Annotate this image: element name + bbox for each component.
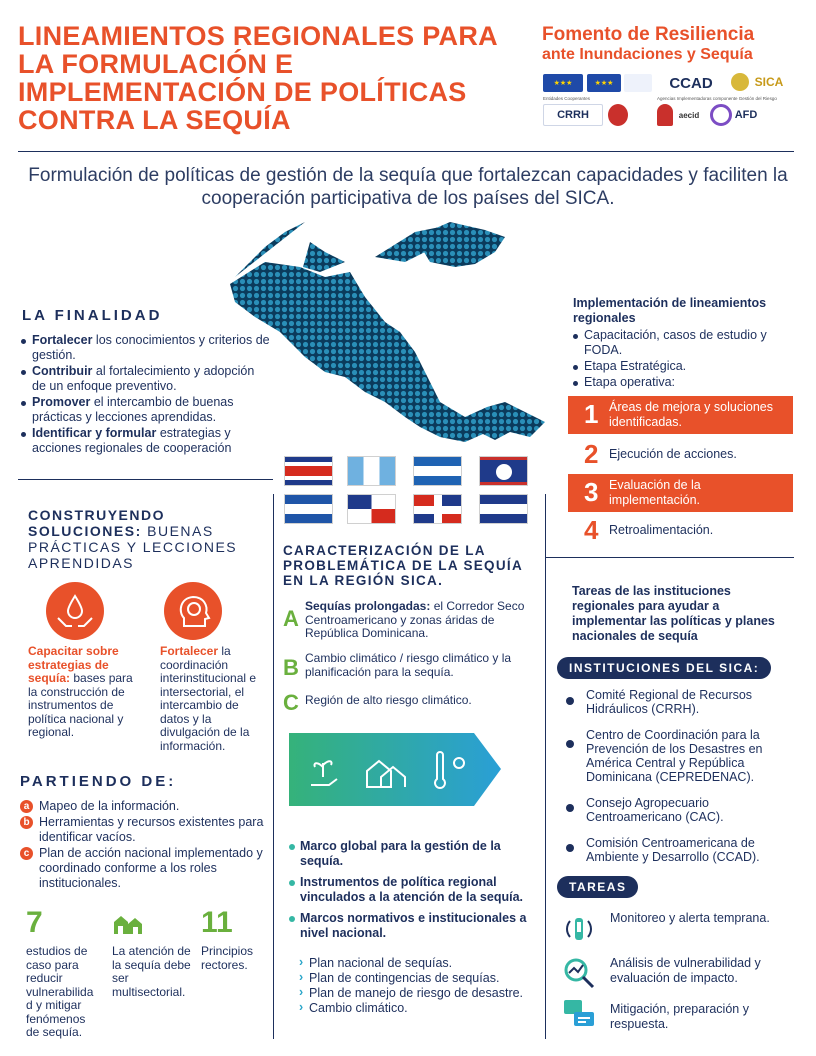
alert-signal-icon xyxy=(562,912,596,946)
flag-honduras xyxy=(284,494,333,524)
central-america-map xyxy=(225,222,555,462)
aecid-seal-logo xyxy=(657,104,673,126)
list-item: Capacitación, casos de estudio y FODA. xyxy=(572,328,792,358)
sica-seal-logo xyxy=(731,73,749,91)
implementacion-heading: Implementación de lineamientos regionales xyxy=(573,296,767,325)
institution-item: Centro de Coordinación para la Prevención de los Desastres en América Central y República Dominicana (CEPREDENAC). xyxy=(586,728,763,784)
column-divider xyxy=(545,494,546,1039)
finalidad-heading: LA FINALIDAD xyxy=(22,307,163,324)
instituciones-pill: INSTITUCIONES DEL SICA: xyxy=(557,657,771,679)
list-item: › Plan de manejo de riesgo de desastre. xyxy=(299,986,539,1001)
cepredenac-logo xyxy=(608,104,628,126)
list-item: › Plan de contingencias de sequías. xyxy=(299,971,539,986)
analysis-magnifier-icon xyxy=(562,956,596,990)
header-divider xyxy=(18,151,794,152)
cooperating-label: Entidades Cooperantes xyxy=(543,96,591,101)
flag-belize xyxy=(479,456,528,486)
capacitar-text: Capacitar sobre estrategias de sequía: bases para la construcción de instrumentos de política nacional y regional. xyxy=(28,644,133,739)
task-mitigation: Mitigación, preparación y respuesta. xyxy=(610,1002,749,1031)
community-icon xyxy=(112,910,144,941)
map-central-america xyxy=(230,262,545,442)
aecid-logo: aecid xyxy=(678,110,700,120)
bullet xyxy=(566,804,574,812)
list-item: › Plan nacional de sequías. xyxy=(299,956,539,971)
subtitle: Formulación de políticas de gestión de la sequía que fortalezcan capacidades y faciliten la cooperación participativa de los países del SICA. xyxy=(28,165,788,209)
stat-eleven-text: Principios rectores. xyxy=(201,944,254,972)
flag-el-salvador xyxy=(479,494,528,524)
flag-costa-rica xyxy=(284,456,333,486)
institution-item: Comité Regional de Recursos Hidráulicos (CRRH). xyxy=(586,688,753,716)
step-1: 1 Áreas de mejora y soluciones identificadas. xyxy=(568,396,793,434)
afd-logo: AFD xyxy=(734,109,758,121)
letter-a: A xyxy=(283,606,299,631)
chat-response-icon xyxy=(562,998,596,1032)
task-vulnerability: Análisis de vulnerabilidad y evaluación de impacto. xyxy=(610,956,761,985)
list-item: Fortalecer los conocimientos y criterios de gestión. xyxy=(20,333,270,363)
partiendo-heading: PARTIENDO DE: xyxy=(20,773,177,790)
agencies-label: Agencias Implementadoras componente Gestión del Riesgo xyxy=(657,96,777,101)
bullet xyxy=(566,844,574,852)
flag-dominican-republic xyxy=(413,494,462,524)
list-item: Identificar y formular estrategias y acciones regionales de cooperación xyxy=(20,426,270,456)
brand-subtitle: ante Inundaciones y Sequía xyxy=(542,46,753,63)
step-4: 4 Retroalimentación. xyxy=(584,515,714,545)
list-item: Etapa Estratégica. xyxy=(572,359,792,374)
list-item: Instrumentos de política regional vinculados a la atención de la sequía. xyxy=(289,875,539,905)
list-item: b Herramientas y recursos existentes para identificar vacíos. xyxy=(20,815,275,845)
stat-multisectorial-text: La atención de la sequía debe ser multisectorial. xyxy=(112,944,191,999)
partiendo-list xyxy=(20,799,275,892)
bullet xyxy=(566,697,574,705)
list-item: a Mapeo de la información. xyxy=(20,799,275,814)
divider xyxy=(18,479,273,480)
institution-item: Comisión Centroamericana de Ambiente y Desarrollo (CCAD). xyxy=(586,836,760,864)
climate-arrow-banner xyxy=(289,733,501,806)
construyendo-heading: CONSTRUYENDO SOLUCIONES: BUENAS PRÁCTICAS Y LECCIONES APRENDIDAS xyxy=(28,507,238,571)
eu-text-logo xyxy=(624,74,652,92)
problem-a: Sequías prolongadas: el Corredor Seco Centroamericano y zonas áridas de República Dominicana. xyxy=(305,599,525,640)
problem-b: Cambio climático / riesgo climático y la planificación para la sequía. xyxy=(305,651,512,679)
hands-water-icon xyxy=(46,582,104,640)
stat-seven: 7 xyxy=(26,906,43,939)
stat-seven-text: estudios de caso para reducir vulnerabilida d y mitigar fenómenos de sequía. xyxy=(26,944,94,1039)
problem-c: Región de alto riesgo climático. xyxy=(305,693,472,707)
instituciones-intro: Tareas de las instituciones regionales para ayudar a implementar las políticas y planes nacionales de sequía xyxy=(572,584,775,643)
map-dominican-republic xyxy=(415,222,505,267)
bullet xyxy=(566,740,574,748)
step-3: 3 Evaluación de la implementación. xyxy=(568,474,793,512)
eu-flag-logo: ★★★ xyxy=(543,74,583,92)
sica-logo: SICA xyxy=(754,75,784,89)
frameworks-list xyxy=(289,839,539,947)
ccad-logo: CCAD xyxy=(669,74,713,92)
letter-b: B xyxy=(283,655,299,680)
flag-panama xyxy=(347,494,396,524)
eu-flag-logo-2: ★★★ xyxy=(587,74,621,92)
implementacion-list xyxy=(572,328,792,391)
list-item: c Plan de acción nacional implementado y coordinado conforme a los roles institucionales. xyxy=(20,846,275,891)
list-item: Marcos normativos e institucionales a nivel nacional. xyxy=(289,911,539,941)
finalidad-list xyxy=(20,333,270,457)
column-divider xyxy=(273,494,274,1039)
plans-list xyxy=(299,956,539,1016)
stat-eleven: 11 xyxy=(201,906,233,939)
brain-head-icon xyxy=(164,582,222,640)
crrh-logo: CRRH xyxy=(543,104,603,126)
divider xyxy=(545,557,794,558)
caracterizacion-heading: CARACTERIZACIÓN DE LA PROBLEMÁTICA DE LA SEQUÍA EN LA REGIÓN SICA. xyxy=(283,543,523,588)
institution-item: Consejo Agropecuario Centroamericano (CAC). xyxy=(586,796,724,824)
step-2: 2 Ejecución de acciones. xyxy=(584,439,737,469)
task-monitoring: Monitoreo y alerta temprana. xyxy=(610,911,770,925)
page-title: LINEAMIENTOS REGIONALES PARA LA FORMULACIÓN E IMPLEMENTACIÓN DE POLÍTICAS CONTRA LA SEQUÍA xyxy=(18,21,497,135)
fortalecer-text: Fortalecer la coordinación interinstitucional e intersectorial, el intercambio de datos y la divulgación de la información. xyxy=(160,644,257,753)
list-item: Marco global para la gestión de la sequía. xyxy=(289,839,539,869)
brand-title: Fomento de Resiliencia xyxy=(542,24,755,45)
flag-nicaragua xyxy=(413,456,462,486)
flag-guatemala xyxy=(347,456,396,486)
list-item: Promover el intercambio de buenas prácticas y lecciones aprendidas. xyxy=(20,395,270,425)
list-item: › Cambio climático. xyxy=(299,1001,539,1016)
tareas-pill: TAREAS xyxy=(557,876,638,898)
afd-circle-logo xyxy=(710,104,732,126)
list-item: Etapa operativa: xyxy=(572,375,792,390)
letter-c: C xyxy=(283,690,299,715)
list-item: Contribuir al fortalecimiento y adopción de un enfoque preventivo. xyxy=(20,364,270,394)
